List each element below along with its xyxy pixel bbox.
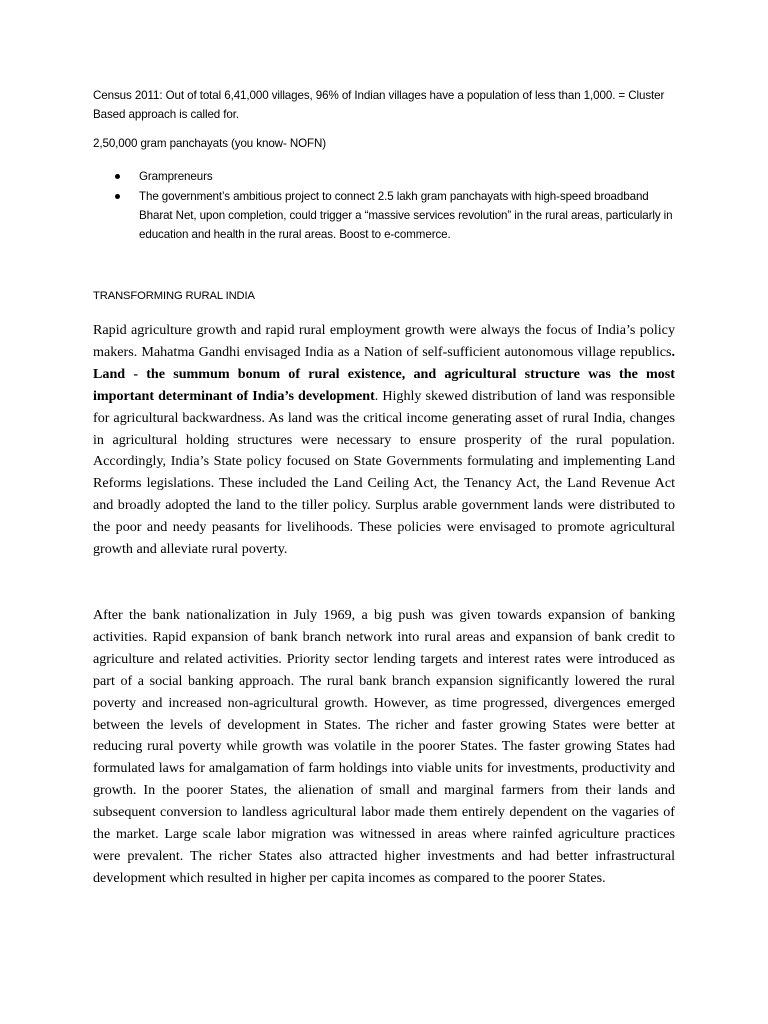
gram-panchayat-note: 2,50,000 gram panchayats (you know- NOFN) (93, 137, 327, 150)
section-heading: TRANSFORMING RURAL INDIA (93, 290, 255, 302)
emphasized-text: . Land - the summum bonum of rural existence, and agricultural structure was the most important determinant of India’s development (93, 343, 675, 404)
body-paragraph (93, 320, 675, 561)
body-paragraph: After the bank nationalization in July 1969, a big push was given towards expansion of banking activities. Rapid expansion of bank branch network into rural areas and expansion of bank credit to agriculture and related activities. Priority sector lending targets and interest rates were introduced as part of a social banking approach. The rural bank branch expansion significantly lowered the rural poverty and increased non-agricultural growth. However, as time progressed, divergences emerged between the levels of development in States. The richer and faster growing States were better at reducing rural poverty while growth was volatile in the poorer States. The faster growing States had formulated laws for amalgamation of farm holdings into viable units for investments, productivity and growth. In the poorer States, the alienation of small and marginal farmers from their lands and subsequent conversion to landless agricultural labor made them entirely dependent on the vagaries of the market. Large scale labor migration was witnessed in areas where rainfed agriculture practices were prevalent. The richer States also attracted higher investments and had better infrastructural development which resulted in higher per capita incomes as compared to the poorer States. (93, 607, 675, 886)
bullet-icon (115, 174, 120, 179)
bullet-text: The government’s ambitious project to connect 2.5 lakh gram panchayats with high-speed broadband Bharat Net, upon completion, could trigger a “massive services revolution” in the rural areas, particularly in education and health in the rural areas. Boost to e-commerce. (139, 190, 673, 241)
bullet-icon (115, 194, 120, 199)
bullet-list (93, 167, 675, 245)
bullet-text: Grampreneurs (139, 170, 213, 183)
census-note: Census 2011: Out of total 6,41,000 villages, 96% of Indian villages have a population of less than 1,000. = Cluster Based approach is called for. (93, 89, 665, 121)
paragraph-text: Rapid agriculture growth and rapid rural employment growth were always the focus of India’s policy makers. Mahatma Gandhi envisaged India as a Nation of self-sufficient autonomous village republics (93, 322, 675, 360)
paragraph-text: . Highly skewed distribution of land was responsible for agricultural backwardness. As land was the critical income generating asset of rural India, changes in agricultural holding structures were necessary to ensure prosperity of the rural population. Accordingly, India’s State policy focused on State Governments formulating and implementing Land Reforms legislations. These included the Land Ceiling Act, the Tenancy Act, the Land Revenue Act and broadly adopted the land to the tiller policy. Surplus arable government lands were distributed to the poor and needy peasants for livelihoods. These policies were envisaged to promote agricultural growth and alleviate rural poverty. (93, 387, 675, 558)
bullet-item (93, 187, 675, 244)
bullet-item (93, 167, 675, 186)
